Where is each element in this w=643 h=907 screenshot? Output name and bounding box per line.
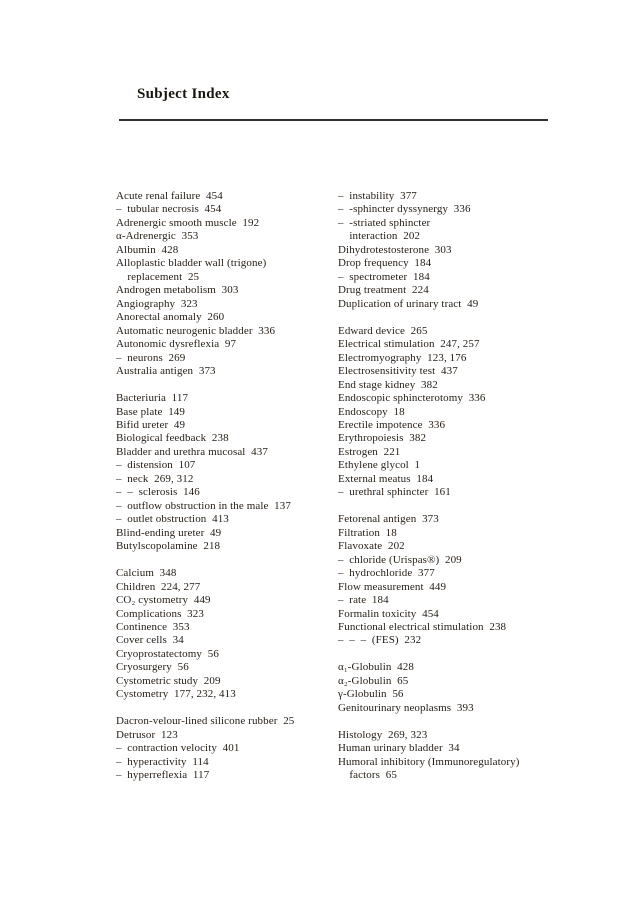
index-entry: Duplication of urinary tract 49 <box>338 297 479 310</box>
index-entry: Androgen metabolism 303 <box>116 284 239 297</box>
index-entry: – instability 377 <box>338 190 417 202</box>
index-entry: End stage kidney 382 <box>338 378 438 391</box>
index-entry: Ethylene glycol 1 <box>338 459 421 472</box>
index-entry: α₂-Globulin 65 <box>338 674 409 687</box>
index-entry: – rate 184 <box>338 594 389 607</box>
index-entry: Automatic neurogenic bladder 336 <box>116 324 276 337</box>
index-entry: Functional electrical stimulation 238 <box>338 621 507 633</box>
index-entry: Cystometry 177, 232, 413 <box>116 688 236 701</box>
index-entry: Angiography 323 <box>116 297 198 310</box>
index-entry: α-Adrenergic 353 <box>116 230 199 243</box>
group-gap <box>338 500 578 513</box>
index-entry: – -sphincter dyssynergy 336 <box>338 203 471 216</box>
index-entry: factors 65 <box>338 769 397 782</box>
index-entry: Cryosurgery 56 <box>116 661 189 674</box>
index-entry: Blind-ending ureter 49 <box>116 526 222 539</box>
index-entry: Dacron-velour-lined silicone rubber 25 <box>116 715 295 728</box>
index-entry: – chloride (Urispas®) 209 <box>338 553 462 566</box>
group-gap <box>116 702 356 715</box>
index-entry: – outlet obstruction 413 <box>116 513 229 526</box>
index-entry: – spectrometer 184 <box>338 270 430 283</box>
index-entry: CO₂ cystometry 449 <box>116 594 211 607</box>
index-entry: Human urinary bladder 34 <box>338 742 460 755</box>
index-entry: Autonomic dysreflexia 97 <box>116 338 237 351</box>
index-entry: Cover cells 34 <box>116 634 184 647</box>
index-entry: interaction 202 <box>338 230 421 243</box>
index-entry: Cryoprostatectomy 56 <box>116 647 219 660</box>
index-entry: Erythropoiesis 382 <box>338 432 427 445</box>
index-entry: – contraction velocity 401 <box>116 742 240 755</box>
index-entry: Edward device 265 <box>338 324 428 337</box>
index-entry: Bifid ureter 49 <box>116 418 186 431</box>
index-entry: Endoscopic sphincterotomy 336 <box>338 392 486 405</box>
index-entry: Detrusor 123 <box>116 728 178 741</box>
index-entry: α₁-Globulin 428 <box>338 661 414 674</box>
group-gap <box>338 715 578 728</box>
index-entry: Fetorenal antigen 373 <box>338 513 439 526</box>
group-gap <box>338 311 578 324</box>
index-entry: Formalin toxicity 454 <box>338 607 439 620</box>
index-entry: Children 224, 277 <box>116 580 201 593</box>
index-entry: Calcium 348 <box>116 567 177 580</box>
index-entry: Bladder and urethra mucosal 437 <box>116 445 268 458</box>
index-entry: Biological feedback 238 <box>116 432 229 445</box>
index-entry: Endoscopy 18 <box>338 405 405 418</box>
index-entry: Erectile impotence 336 <box>338 418 446 431</box>
index-entry: – -striated sphincter <box>338 216 431 229</box>
index-entry: Electrosensitivity test 437 <box>338 365 458 378</box>
index-entry: Butylscopolamine 218 <box>116 540 221 553</box>
index-entry: replacement 25 <box>116 270 200 283</box>
index-entry: Flavoxate 202 <box>338 540 405 553</box>
index-entry: Filtration 18 <box>338 526 397 539</box>
index-entry: Genitourinary neoplasms 393 <box>338 701 474 714</box>
index-entry: – outflow obstruction in the male 137 <box>116 499 291 512</box>
index-entry: Humoral inhibitory (Immunoregulatory) <box>338 755 520 768</box>
index-entry: Complications 323 <box>116 607 204 620</box>
index-entry: Albumin 428 <box>116 243 179 256</box>
index-entry: Histology 269, 323 <box>338 728 428 741</box>
title-rule <box>119 119 548 121</box>
index-entry: – hyperreflexia 117 <box>116 769 210 782</box>
index-entry: Estrogen 221 <box>338 445 401 458</box>
index-entry: – hydrochloride 377 <box>338 567 435 580</box>
index-entry: Alloplastic bladder wall (trigone) <box>116 257 267 270</box>
index-entry: – hyperactivity 114 <box>116 755 209 768</box>
index-entry: – – sclerosis 146 <box>116 486 200 499</box>
index-entry: Dihydrotestosterone 303 <box>338 243 452 256</box>
index-entry: γ-Globulin 56 <box>338 688 404 701</box>
group-gap <box>116 379 356 392</box>
index-entry: Drug treatment 224 <box>338 284 429 297</box>
index-entry: Base plate 149 <box>116 405 186 418</box>
index-entry: Electrical stimulation 247, 257 <box>338 338 480 351</box>
index-entry: – neurons 269 <box>116 351 186 364</box>
index-entry: – tubular necrosis 454 <box>116 203 222 216</box>
index-column-right <box>338 190 578 783</box>
group-gap <box>338 648 578 661</box>
index-entry: – urethral sphincter 161 <box>338 486 451 499</box>
index-entry: – neck 269, 312 <box>116 472 194 485</box>
group-gap <box>116 554 356 567</box>
index-entry: Continence 353 <box>116 621 190 633</box>
index-entry: External meatus 184 <box>338 472 434 485</box>
index-entry: – – – (FES) 232 <box>338 634 422 647</box>
index-entry: Flow measurement 449 <box>338 580 447 593</box>
index-entry: Cystometric study 209 <box>116 674 221 687</box>
index-entry: Australia antigen 373 <box>116 365 216 378</box>
index-entry: Anorectal anomaly 260 <box>116 311 225 324</box>
index-entry: Adrenergic smooth muscle 192 <box>116 216 260 229</box>
index-entry: Drop frequency 184 <box>338 257 432 270</box>
index-entry: Bacteriuria 117 <box>116 392 189 405</box>
index-column-left <box>116 190 356 783</box>
page-title: Subject Index <box>137 86 230 102</box>
index-entry: – distension 107 <box>116 459 196 472</box>
index-entry: Electromyography 123, 176 <box>338 351 467 364</box>
index-entry: Acute renal failure 454 <box>116 190 223 202</box>
